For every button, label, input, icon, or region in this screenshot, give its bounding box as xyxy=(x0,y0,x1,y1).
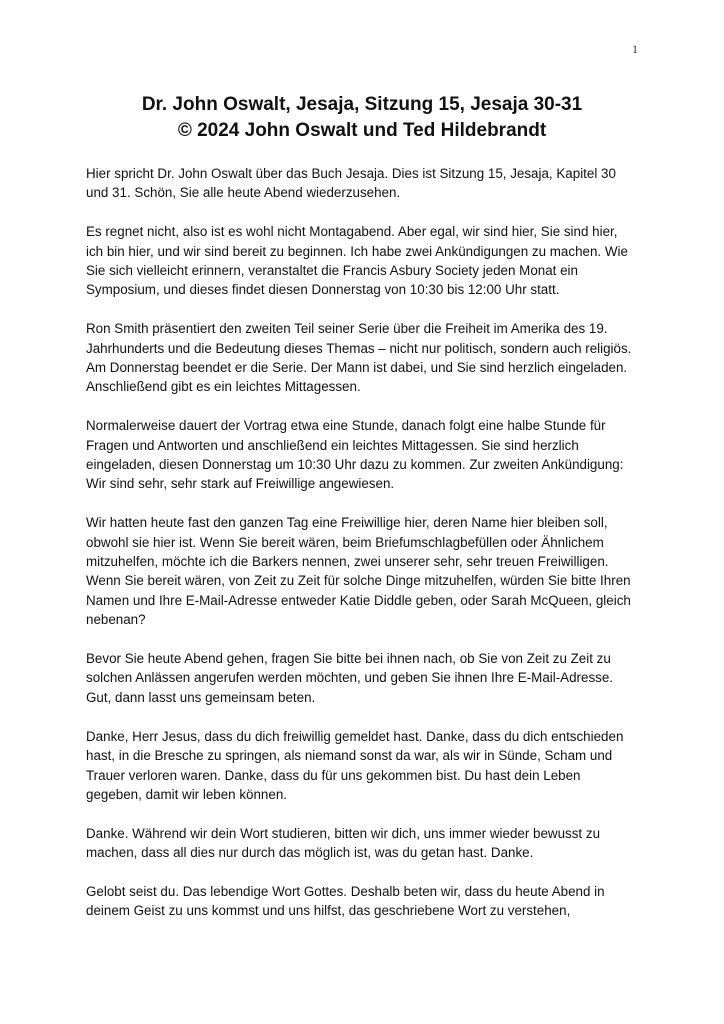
paragraph: Ron Smith präsentiert den zweiten Teil seiner Serie über die Freiheit im Amerika des 19. Jahrhunderts und die Bedeutung dieses Themas – nicht nur politisch, sondern auch religiös. Am Donnerstag beendet er die Serie. Der Mann ist dabei, und Sie sind herzlich eingeladen. Anschließend gibt es ein leichtes Mittagessen. xyxy=(86,321,632,395)
page-number: 1 xyxy=(632,42,638,56)
paragraph: Normalerweise dauert der Vortrag etwa eine Stunde, danach folgt eine halbe Stunde für Fragen und Antworten und anschließend ein leichtes Mittagessen. Sie sind herzlich eingeladen, diesen Donnerstag um 10:30 Uhr dazu zu kommen. Zur zweiten Ankündigung: Wir sind sehr, sehr stark auf Freiwillige angewiesen. xyxy=(86,418,624,492)
paragraph: Danke. Während wir dein Wort studieren, bitten wir dich, uns immer wieder bewusst zu machen, dass all dies nur durch das möglich ist, was du getan hast. Danke. xyxy=(86,825,601,861)
paragraph: Es regnet nicht, also ist es wohl nicht Montagabend. Aber egal, wir sind hier, Sie sind hier, ich bin hier, und wir sind bereit zu beginnen. Ich habe zwei Ankündigungen zu machen. Wie Sie sich vielleicht erinnern, veranstaltet die Francis Asbury Society jeden Monat ein Symposium, und dieses findet diesen Donnerstag von 10:30 bis 12:00 Uhr statt. xyxy=(86,224,628,298)
document-title xyxy=(86,92,638,144)
document-body xyxy=(86,164,638,940)
paragraph: Hier spricht Dr. John Oswalt über das Buch Jesaja. Dies ist Sitzung 15, Jesaja, Kapitel 30 und 31. Schön, Sie alle heute Abend wiederzusehen. xyxy=(86,166,616,201)
paragraph: Wir hatten heute fast den ganzen Tag eine Freiwillige hier, deren Name hier bleiben soll, obwohl sie hier ist. Wenn Sie bereit wären, beim Briefumschlagbefüllen oder Ähnlichem mitzuhelfen, möchte ich die Barkers nennen, zwei unserer sehr, sehr treuen Freiwilligen. Wenn Sie bereit wären, von Zeit zu Zeit für solche Dinge mitzuhelfen, würden Sie bitte Ihren Namen und Ihre E-Mail-Adresse entweder Katie Diddle geben, oder Sarah McQueen, gleich nebenan? xyxy=(86,515,631,628)
paragraph: Danke, Herr Jesus, dass du dich freiwillig gemeldet hast. Danke, dass du dich entschieden hast, in die Bresche zu springen, als niemand sonst da war, als wir in Sünde, Scham und Trauer verloren waren. Danke, dass du für uns gekommen bist. Du hast dein Leben gegeben, damit wir leben können. xyxy=(86,728,624,802)
paragraph: Gelobt seist du. Das lebendige Wort Gottes. Deshalb beten wir, dass du heute Abend in deinem Geist zu uns kommst und uns hilfst, das geschriebene Wort zu verstehen, xyxy=(86,883,605,919)
paragraph: Bevor Sie heute Abend gehen, fragen Sie bitte bei ihnen nach, ob Sie von Zeit zu Zeit zu solchen Anlässen angerufen werden möchten, und geben Sie ihnen Ihre E-Mail-Adresse. Gut, dann lasst uns gemeinsam beten. xyxy=(86,651,614,705)
title-line-2: © 2024 John Oswalt und Ted Hildebrandt xyxy=(177,120,547,141)
title-line-1: Dr. John Oswalt, Jesaja, Sitzung 15, Jesaja 30-31 xyxy=(141,94,583,115)
